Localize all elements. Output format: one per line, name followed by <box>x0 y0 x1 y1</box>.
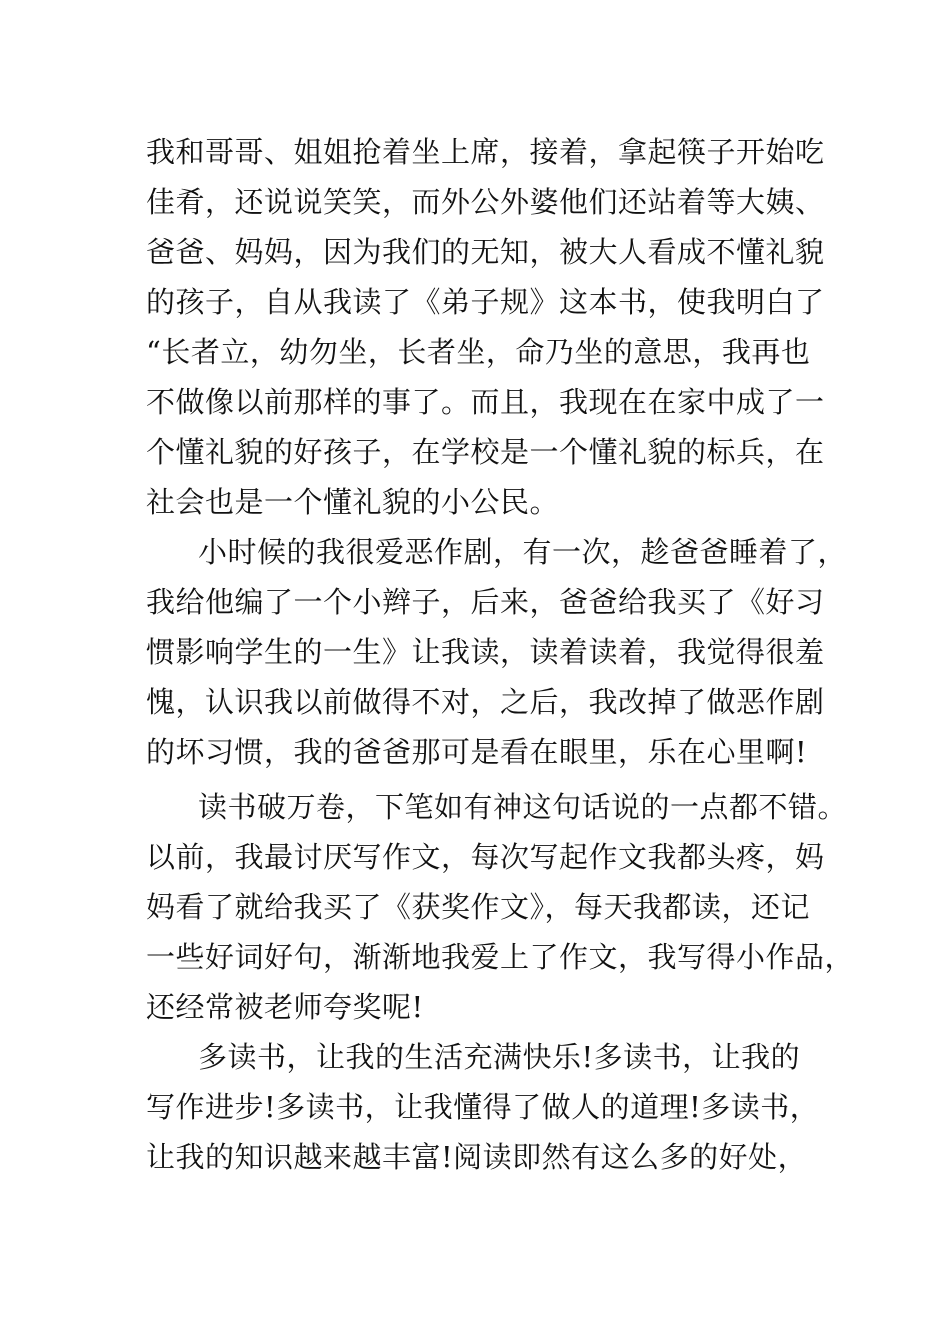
text-line: 写作进步!多读书，让我懂得了做人的道理!多读书， <box>146 1090 820 1124</box>
text-line: 妈看了就给我买了《获奖作文》，每天我都读，还记 <box>146 890 811 924</box>
text-line: 的孩子，自从我读了《弟子规》这本书，使我明白了 <box>146 285 825 319</box>
text-line: 我给他编了一个小辫子，后来，爸爸给我买了《好习 <box>146 585 825 619</box>
text-line: 不做像以前那样的事了。而且，我现在在家中成了一 <box>146 385 825 419</box>
text-line: 我和哥哥、姐姐抢着坐上席，接着，拿起筷子开始吃 <box>146 135 825 169</box>
text-line: 让我的知识越来越丰富!阅读即然有这么多的好处， <box>146 1140 808 1174</box>
text-line: 还经常被老师夸奖呢! <box>146 990 424 1024</box>
text-line: 佳肴，还说说笑笑，而外公外婆他们还站着等大姨、 <box>146 185 825 219</box>
text-line: 以前，我最讨厌写作文，每次写起作文我都头疼，妈 <box>146 840 825 874</box>
text-line: 惯影响学生的一生》让我读，读着读着，我觉得很羞 <box>146 635 825 669</box>
text-line: 个懂礼貌的好孩子，在学校是一个懂礼貌的标兵，在 <box>146 435 825 469</box>
text-line: 小时候的我很爱恶作剧，有一次，趁爸爸睡着了， <box>198 535 848 569</box>
text-line: 社会也是一个懂礼貌的小公民。 <box>146 485 560 519</box>
text-line: 读书破万卷，下笔如有神这句话说的一点都不错。 <box>198 790 848 824</box>
text-line: “长者立，幼勿坐，长者坐，命乃坐的意思，我再也 <box>146 335 811 369</box>
text-line: 愧，认识我以前做得不对，之后，我改掉了做恶作剧 <box>146 685 825 719</box>
text-line: 一些好词好句，渐渐地我爱上了作文，我写得小作品， <box>146 940 855 974</box>
text-line: 爸爸、妈妈，因为我们的无知，被大人看成不懂礼貌 <box>146 235 825 269</box>
text-line: 多读书，让我的生活充满快乐!多读书，让我的 <box>198 1040 801 1074</box>
text-line: 的坏习惯，我的爸爸那可是看在眼里，乐在心里啊! <box>146 735 808 769</box>
